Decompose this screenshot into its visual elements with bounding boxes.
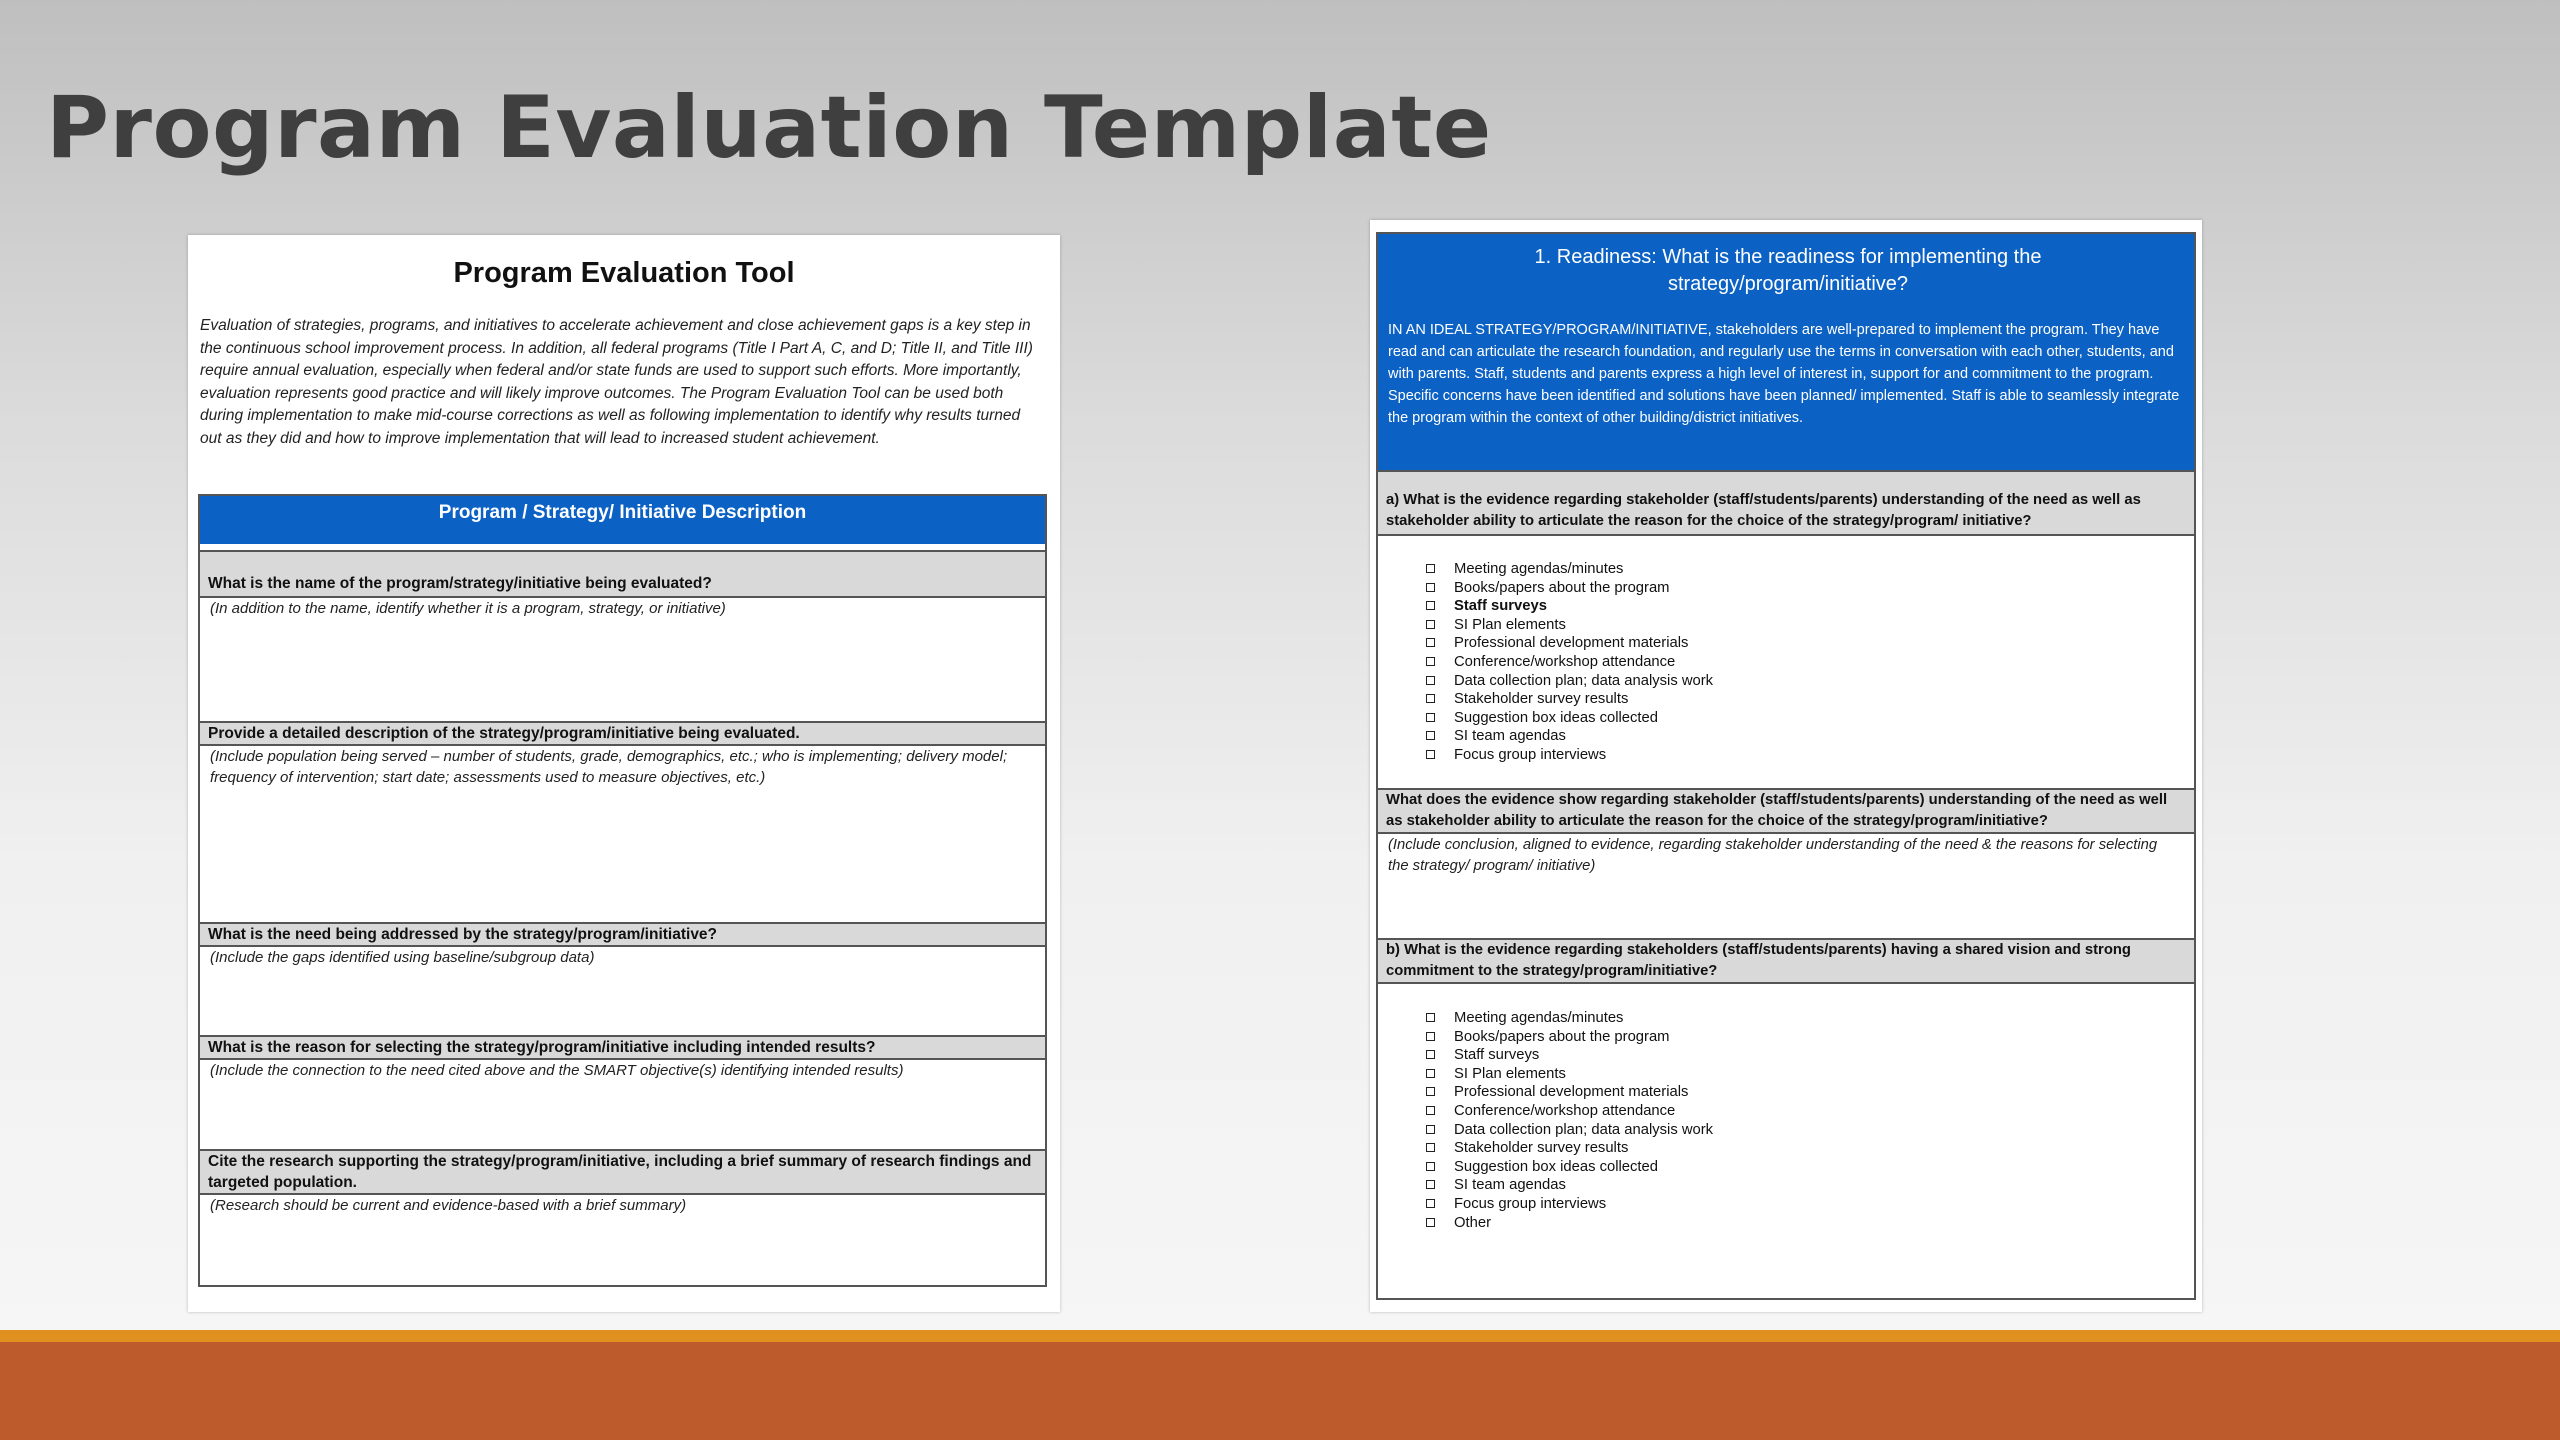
- checkbox-icon[interactable]: [1426, 583, 1435, 592]
- checkbox-icon[interactable]: [1426, 1069, 1435, 1078]
- checklist-item: [1426, 727, 1713, 746]
- question-hint: (Include the connection to the need cited above and the SMART objective(s) identifying intended results): [210, 1062, 904, 1079]
- checklist-item: [1426, 579, 1713, 598]
- checkbox-icon[interactable]: [1426, 1013, 1435, 1022]
- checkbox-icon[interactable]: [1426, 1125, 1435, 1134]
- checklist-item: [1426, 1121, 1713, 1140]
- checklist-item: [1426, 634, 1713, 653]
- question-b-row: b) What is the evidence regarding stakeholders (staff/students/parents) having a shared vision and strong commitment to the strategy/program/initiative?: [1378, 938, 2194, 984]
- checkbox-icon[interactable]: [1426, 1032, 1435, 1041]
- checkbox-icon[interactable]: [1426, 1143, 1435, 1152]
- checklist-item: [1426, 1083, 1713, 1102]
- checklist-label: Focus group interviews: [1454, 746, 1607, 763]
- checklist-label: SI Plan elements: [1454, 1065, 1566, 1082]
- question-row: What is the name of the program/strategy/initiative being evaluated?: [200, 550, 1045, 598]
- question-hint: (Include population being served – number of students, grade, demographics, etc.; who is implementing; delivery model; frequency of intervention; start date; assessments used to measure objectives, etc.): [210, 748, 1008, 786]
- checkbox-icon[interactable]: [1426, 713, 1435, 722]
- question-hint: (Include the gaps identified using baseline/subgroup data): [210, 949, 595, 966]
- checkbox-icon[interactable]: [1426, 1162, 1435, 1171]
- checkbox-icon[interactable]: [1426, 1218, 1435, 1227]
- checklist-label: Meeting agendas/minutes: [1454, 1010, 1624, 1026]
- checklist-label: Focus group interviews: [1454, 1195, 1607, 1212]
- checklist-label: SI team agendas: [1454, 1177, 1566, 1194]
- evidence-show-row: What does the evidence show regarding stakeholder (staff/students/parents) understanding of the need as well as stakeholder ability to articulate the reason for the choice of the strategy/program/initiative?: [1378, 788, 2194, 834]
- question-row: What is the reason for selecting the strategy/program/initiative including intended results?: [200, 1035, 1045, 1060]
- readiness-description: IN AN IDEAL STRATEGY/PROGRAM/INITIATIVE, stakeholders are well-prepared to implement the program. They have read and can articulate the research foundation, and regularly use the terms in conversation with each other, students, and with parents. Staff, students and parents express a high level of interest in, support for and commitment to the program. Specific concerns have been identified and solutions have been planned/ implemented. Staff is able to seamlessly integrate the program within the context of other building/district initiatives.: [1388, 322, 2180, 426]
- checklist-label: SI Plan elements: [1454, 616, 1566, 633]
- checklist-item: [1426, 1214, 1713, 1233]
- checklist-item: [1426, 1158, 1713, 1177]
- readiness-page: [1370, 220, 2202, 1312]
- checklist-label: Books/papers about the program: [1454, 579, 1670, 596]
- checkbox-icon[interactable]: [1426, 676, 1435, 685]
- checkbox-icon[interactable]: [1426, 1087, 1435, 1096]
- evidence-checklist-b: [1426, 1009, 1713, 1232]
- checklist-item: [1426, 653, 1713, 672]
- checklist-item: [1426, 1102, 1713, 1121]
- question-hint: (Research should be current and evidence-based with a brief summary): [210, 1197, 687, 1214]
- checklist-label: Conference/workshop attendance: [1454, 653, 1676, 670]
- question-row: Provide a detailed description of the strategy/program/initiative being evaluated.: [200, 721, 1045, 746]
- checklist-item: [1426, 1028, 1713, 1047]
- checkbox-icon[interactable]: [1426, 601, 1435, 610]
- readiness-form: [1376, 232, 2196, 1300]
- slide-title: Program Evaluation Template: [46, 78, 1492, 178]
- question-row: Cite the research supporting the strategy/program/initiative, including a brief summary of research findings and targeted population.: [200, 1149, 1045, 1195]
- evaluation-tool-page: [188, 235, 1060, 1312]
- checklist-label: Conference/workshop attendance: [1454, 1102, 1676, 1119]
- question-hint: (In addition to the name, identify whether it is a program, strategy, or initiative): [210, 600, 726, 617]
- evidence-show-hint: (Include conclusion, aligned to evidence, regarding stakeholder understanding of the need & the reasons for selecting the strategy/ program/ initiative): [1388, 837, 2158, 874]
- checklist-label: Staff surveys: [1454, 598, 1547, 615]
- checklist-item: [1426, 1065, 1713, 1084]
- checklist-item: [1426, 597, 1713, 616]
- checklist-label: Data collection plan; data analysis work: [1454, 1121, 1714, 1138]
- checkbox-icon[interactable]: [1426, 620, 1435, 629]
- question-row: What is the need being addressed by the strategy/program/initiative?: [200, 922, 1045, 947]
- evidence-checklist-a: [1426, 560, 1713, 765]
- checklist-item: [1426, 1139, 1713, 1158]
- checklist-item: [1426, 672, 1713, 691]
- readiness-title: 1. Readiness: What is the readiness for implementing the strategy/program/initiative?: [1534, 246, 2042, 295]
- checkbox-icon[interactable]: [1426, 1050, 1435, 1059]
- checkbox-icon[interactable]: [1426, 564, 1435, 573]
- checklist-label: Stakeholder survey results: [1454, 1140, 1629, 1157]
- checkbox-icon[interactable]: [1426, 1106, 1435, 1115]
- checklist-item: [1426, 1009, 1713, 1028]
- checkbox-icon[interactable]: [1426, 750, 1435, 759]
- checklist-label: Professional development materials: [1454, 1084, 1689, 1101]
- checklist-item: [1426, 709, 1713, 728]
- doc-intro: Evaluation of strategies, programs, and initiatives to accelerate achievement and close achievement gaps is a key step in the continuous school improvement process. In addition, all federal programs (Title I Part A, C, and D; Title II, and Title III) require annual evaluation, especially when federal and/or state funds are used to support such efforts. More importantly, evaluation represents good practice and will likely improve outcomes. The Program Evaluation Tool can be used both during implementation to make mid-course corrections as well as following implementation to identify why results turned out as they did and how to improve implementation that will lead to increased student achievement.: [200, 317, 1033, 447]
- checkbox-icon[interactable]: [1426, 731, 1435, 740]
- doc-title: Program Evaluation Tool: [453, 257, 795, 289]
- checkbox-icon[interactable]: [1426, 1180, 1435, 1189]
- checklist-label: Suggestion box ideas collected: [1454, 709, 1659, 726]
- section-header: Program / Strategy/ Initiative Description: [200, 496, 1045, 544]
- checkbox-icon[interactable]: [1426, 638, 1435, 647]
- checklist-item: [1426, 616, 1713, 635]
- question-a-row: a) What is the evidence regarding stakeholder (staff/students/parents) understanding of the need as well as stakeholder ability to articulate the reason for the choice of the strategy/program/ initiative?: [1378, 470, 2194, 536]
- checklist-label: Other: [1454, 1214, 1492, 1231]
- description-form: [198, 494, 1047, 1287]
- footer-accent-line: [0, 1330, 2560, 1342]
- checklist-label: Staff surveys: [1454, 1047, 1540, 1064]
- checklist-label: Suggestion box ideas collected: [1454, 1158, 1659, 1175]
- checklist-item: [1426, 690, 1713, 709]
- checklist-item: [1426, 560, 1713, 579]
- checkbox-icon[interactable]: [1426, 694, 1435, 703]
- checklist-label: Books/papers about the program: [1454, 1028, 1670, 1045]
- readiness-header: [1378, 234, 2194, 470]
- checklist-label: Meeting agendas/minutes: [1454, 561, 1624, 577]
- footer-bar: [0, 1342, 2560, 1440]
- checklist-label: Professional development materials: [1454, 635, 1689, 652]
- checklist-item: [1426, 1046, 1713, 1065]
- checklist-label: Stakeholder survey results: [1454, 691, 1629, 708]
- checklist-item: [1426, 1176, 1713, 1195]
- checklist-item: [1426, 1195, 1713, 1214]
- checklist-label: Data collection plan; data analysis work: [1454, 672, 1714, 689]
- checklist-label: SI team agendas: [1454, 728, 1566, 745]
- checkbox-icon[interactable]: [1426, 1199, 1435, 1208]
- checklist-item: [1426, 746, 1713, 765]
- checkbox-icon[interactable]: [1426, 657, 1435, 666]
